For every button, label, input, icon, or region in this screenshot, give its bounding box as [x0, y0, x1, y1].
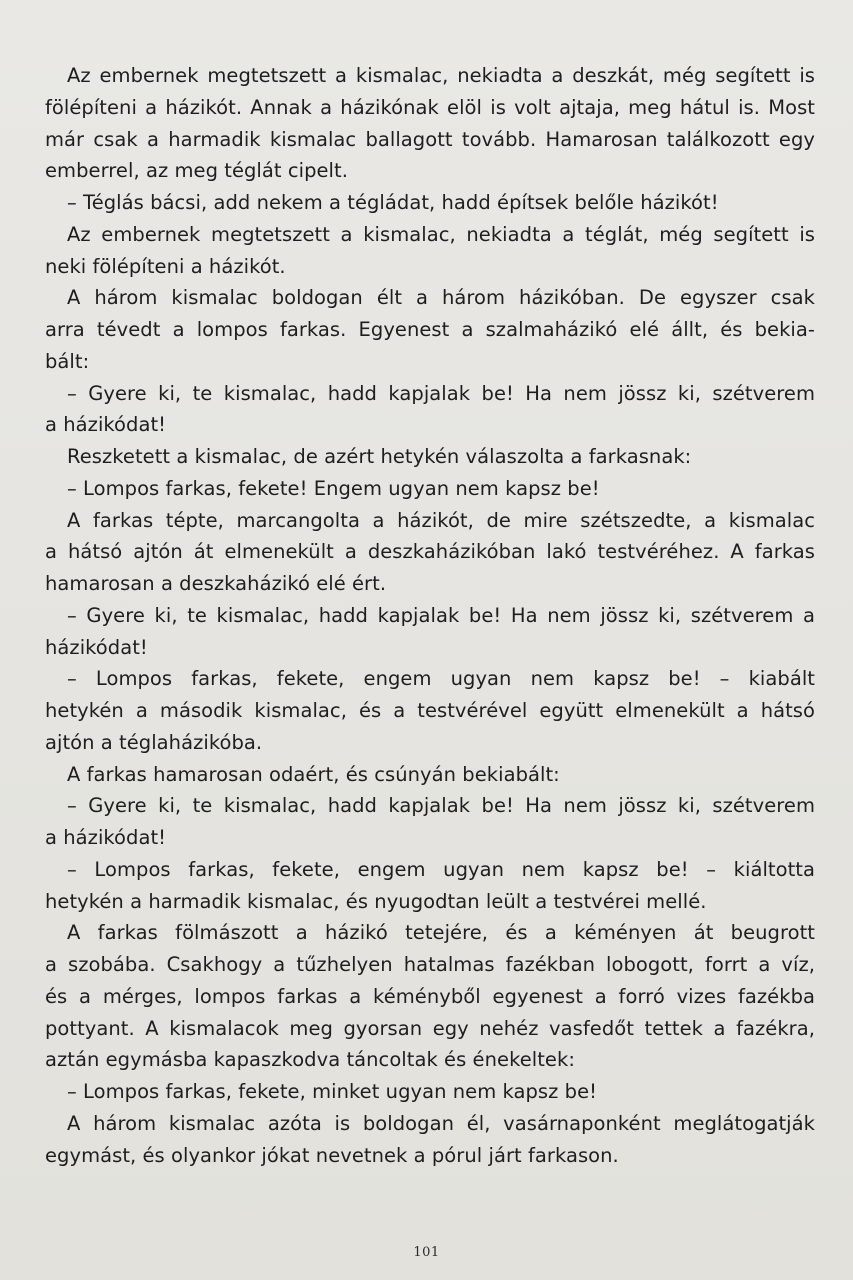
text-line: a házikódat!	[45, 826, 167, 849]
text-line: a házikódat!	[45, 413, 167, 437]
text-line: Az embernek megtetszett a kismalac, nekiadta a deszkát, még segített is	[67, 64, 815, 87]
text-line: A farkas hamarosan odaért, és csúnyán bekiabált:	[67, 762, 560, 786]
text-line: hamarosan a deszkaházikó elé ért.	[45, 572, 387, 595]
text-line: – Lompos farkas, fekete, engem ugyan nem kapsz be! – kiáltotta	[67, 857, 815, 881]
text-line: – Gyere ki, te kismalac, hadd kapjalak be! Ha nem jössz ki, szétverem	[67, 794, 815, 818]
text-line: – Gyere ki, te kismalac, hadd kapjalak be! Ha nem jössz ki, szétverem	[67, 381, 815, 405]
text-line: aztán egymásba kapaszkodva táncoltak és énekeltek:	[45, 1048, 575, 1072]
text-line: – Lompos farkas, fekete! Engem ugyan nem kapsz be!	[67, 476, 600, 500]
text-line: neki fölépíteni a házikót.	[45, 254, 286, 278]
text-line: – Lompos farkas, fekete, engem ugyan nem kapsz be! – kiabált	[67, 667, 815, 691]
text-line: ajtón a téglaházikóba.	[45, 730, 263, 754]
text-line: – Téglás bácsi, add nekem a tégládat, hadd építsek belőle házikót!	[67, 191, 719, 214]
text-line: arra tévedt a lompos farkas. Egyenest a szalmaházikó elé állt, és bekia-	[45, 318, 815, 341]
text-line: már csak a harmadik kismalac ballagott tovább. Hamarosan találkozott egy	[45, 127, 815, 151]
text-line: pottyant. A kismalacok meg gyorsan egy nehéz vasfedőt tettek a fazékra,	[45, 1016, 815, 1040]
text-line: – Gyere ki, te kismalac, hadd kapjalak be! Ha nem jössz ki, szétverem a	[67, 603, 815, 627]
text-line: A három kismalac azóta is boldogan él, vasárnaponként meglátogatják	[67, 1111, 815, 1135]
page-number: 101	[413, 1245, 440, 1260]
text-line: emberrel, az meg téglát cipelt.	[45, 159, 348, 183]
text-line: Az embernek megtetszett a kismalac, nekiadta a téglát, még segített is	[67, 222, 815, 246]
text-line: hetykén a második kismalac, és a testvérével együtt elmenekült a hátsó	[45, 699, 815, 722]
text-line: bált:	[45, 349, 90, 373]
text-line: házikódat!	[45, 635, 148, 659]
text-line: A farkas fölmászott a házikó tetejére, és a kéményen át beugrott	[67, 921, 815, 945]
text-line: egymást, és olyankor jókat nevetnek a pórul járt farkason.	[45, 1143, 619, 1167]
text-line: és a mérges, lompos farkas a kéményből egyenest a forró vizes fazékba	[45, 984, 815, 1008]
text-line: hetykén a harmadik kismalac, és nyugodtan leült a testvérei mellé.	[45, 889, 707, 913]
text-line: a szobába. Csakhogy a tűzhelyen hatalmas fazékban lobogott, forrt a víz,	[45, 953, 815, 976]
text-line: – Lompos farkas, fekete, minket ugyan nem kapsz be!	[67, 1080, 598, 1103]
text-line: A három kismalac boldogan élt a három házikóban. De egyszer csak	[67, 286, 815, 310]
text-line: fölépíteni a házikót. Annak a házikónak elöl is volt ajtaja, meg hátul is. Most	[45, 95, 815, 119]
story-text	[45, 60, 815, 1171]
text-line: A farkas tépte, marcangolta a házikót, de mire szétszedte, a kismalac	[67, 508, 815, 532]
text-line: a hátsó ajtón át elmenekült a deszkaházikóban lakó testvéréhez. A farkas	[45, 540, 815, 564]
text-line: Reszketett a kismalac, de azért hetykén válaszolta a farkasnak:	[67, 445, 692, 468]
